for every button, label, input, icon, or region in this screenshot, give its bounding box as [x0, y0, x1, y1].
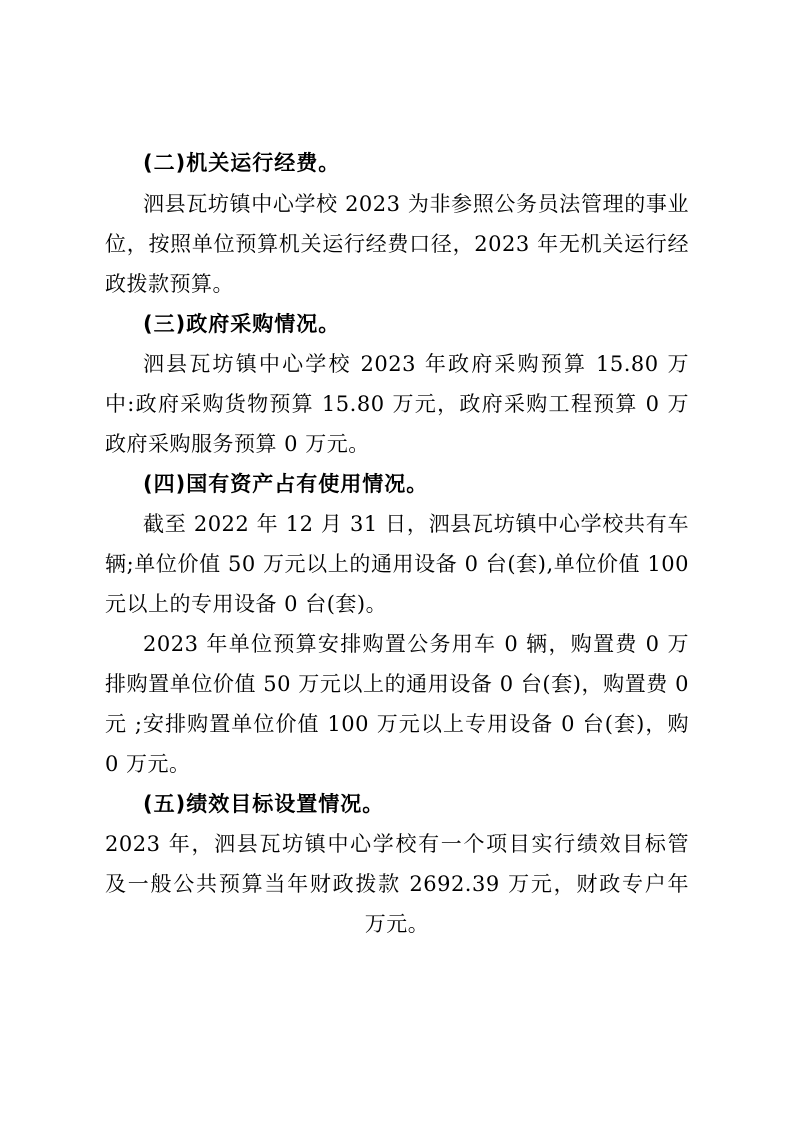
paragraph-line: 2023 年单位预算安排购置公务用车 0 辆，购置费 0 万: [143, 632, 689, 656]
paragraph-line: 中:政府采购货物预算 15.80 万元，政府采购工程预算 0 万: [105, 392, 689, 416]
paragraph-line: 泗县瓦坊镇中心学校 2023 为非参照公务员法管理的事业: [143, 192, 689, 216]
section-heading-state-assets: (四)国有资产占有使用情况。: [143, 472, 429, 496]
paragraph-line: 元以上的专用设备 0 台(套)。: [105, 592, 388, 616]
paragraph-line: 2023 年，泗县瓦坊镇中心学校有一个项目实行绩效目标管: [105, 832, 689, 856]
paragraph-line: 截至 2022 年 12 月 31 日，泗县瓦坊镇中心学校共有车: [143, 512, 689, 536]
paragraph-line: 政拨款预算。: [105, 272, 234, 296]
paragraph-line: 0 万元。: [105, 752, 191, 776]
paragraph-line: 元 ;安排购置单位价值 100 万元以上专用设备 0 台(套)，购: [105, 712, 689, 736]
section-heading-performance-targets: (五)绩效目标设置情况。: [143, 792, 385, 816]
section-heading-operating-expenses: (二)机关运行经费。: [143, 151, 341, 175]
paragraph-line: 及一般公共预算当年财政拨款 2692.39 万元，财政专户年: [105, 872, 689, 896]
paragraph-line: 位，按照单位预算机关运行经费口径，2023 年无机关运行经: [105, 232, 689, 256]
paragraph-line: 排购置单位价值 50 万元以上的通用设备 0 台(套)，购置费 0: [105, 672, 689, 696]
paragraph-line: 泗县瓦坊镇中心学校 2023 年政府采购预算 15.80 万: [143, 352, 689, 376]
section-heading-procurement: (三)政府采购情况。: [143, 312, 341, 336]
paragraph-line: 政府采购服务预算 0 万元。: [105, 432, 370, 456]
paragraph-line: 辆;单位价值 50 万元以上的通用设备 0 台(套),单位价值 100: [105, 552, 689, 576]
paragraph-line: 万元。: [364, 912, 430, 936]
